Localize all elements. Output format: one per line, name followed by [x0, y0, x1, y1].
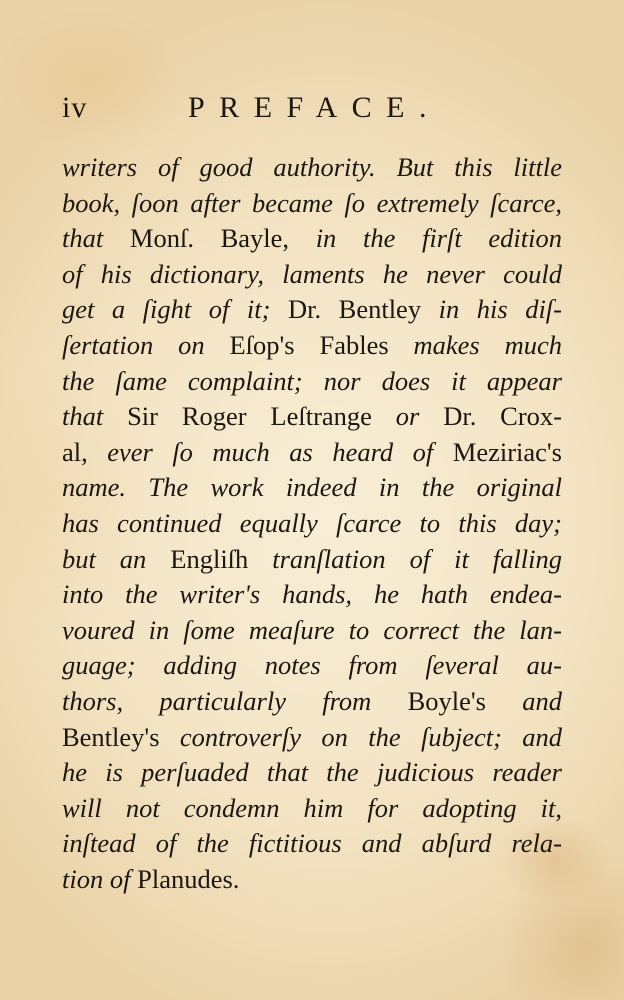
italic-text-run: but an: [62, 543, 171, 574]
italic-text-run: in his diſ-: [438, 294, 562, 325]
italic-text-run: that: [62, 223, 130, 254]
roman-text-run: Dr. Crox-: [443, 401, 562, 432]
text-line: [62, 755, 562, 791]
preface-body-text: [62, 150, 562, 897]
text-line: [62, 862, 562, 898]
text-line: [62, 399, 562, 435]
italic-text-run: that: [62, 401, 128, 432]
italic-text-run: of his dictionary, laments he never could: [62, 258, 562, 289]
roman-text-run: Monſ. Bayle,: [129, 223, 316, 254]
italic-text-run: ever ſo much as heard of: [107, 436, 453, 467]
text-line: [62, 684, 562, 720]
text-line: [62, 506, 562, 542]
page-number: iv: [62, 91, 88, 124]
roman-text-run: Engliſh: [170, 543, 273, 574]
italic-text-run: makes much: [413, 329, 562, 360]
italic-text-run: get a ſight of it;: [62, 294, 288, 325]
italic-text-run: ſertation on: [62, 329, 230, 360]
italic-text-run: guage; adding notes from ſeveral au-: [62, 650, 562, 681]
text-line: [62, 364, 562, 400]
text-line: [62, 613, 562, 649]
italic-text-run: controverſy on the ſubject; and: [179, 721, 563, 752]
text-line: [62, 150, 562, 186]
text-line: [62, 257, 562, 293]
running-title: PREFACE.: [188, 91, 441, 124]
text-line: [62, 292, 562, 328]
text-line: [62, 470, 562, 506]
roman-text-run: Planudes.: [137, 863, 240, 894]
italic-text-run: voured in ſome meaſure to correct the lan-: [62, 614, 562, 645]
text-line: [62, 577, 562, 613]
italic-text-run: thors, particularly from: [62, 685, 408, 716]
text-line: [62, 826, 562, 862]
text-line: [62, 186, 562, 222]
roman-text-run: Bentley's: [62, 721, 180, 752]
text-line: [62, 328, 562, 364]
italic-text-run: will not condemn him for adopting it,: [62, 792, 562, 823]
roman-text-run: Sir Roger Leſtrange: [127, 401, 396, 432]
italic-text-run: inſtead of the fictitious and abſurd rela-: [62, 828, 562, 859]
italic-text-run: writers of good authority. But this little: [62, 152, 562, 182]
text-line: [62, 542, 562, 578]
italic-text-run: tranſlation of it falling: [272, 543, 562, 574]
italic-text-run: or: [395, 401, 444, 432]
roman-text-run: al,: [62, 436, 108, 467]
italic-text-run: into the writer's hands, he hath endea-: [62, 579, 562, 610]
italic-text-run: the ſame complaint; nor does it appear: [62, 365, 562, 396]
italic-text-run: has continued equally ſcarce to this day;: [62, 507, 562, 538]
italic-text-run: and: [522, 685, 562, 716]
italic-text-run: tion of: [62, 863, 138, 894]
italic-text-run: in the firſt edition: [315, 223, 562, 254]
page-header: [62, 88, 562, 128]
roman-text-run: Dr. Bentley: [288, 294, 439, 325]
text-line: [62, 791, 562, 827]
roman-text-run: Boyle's: [407, 685, 523, 716]
italic-text-run: he is perſuaded that the judicious reader: [62, 757, 562, 788]
text-line: [62, 720, 562, 756]
text-line: [62, 221, 562, 257]
text-line: [62, 648, 562, 684]
roman-text-run: Eſop's Fables: [229, 329, 414, 360]
text-line: [62, 435, 562, 471]
roman-text-run: Meziriac's: [452, 436, 562, 467]
italic-text-run: book, ſoon after became ſo extremely ſcarce,: [62, 187, 562, 218]
italic-text-run: name. The work indeed in the original: [62, 472, 562, 503]
